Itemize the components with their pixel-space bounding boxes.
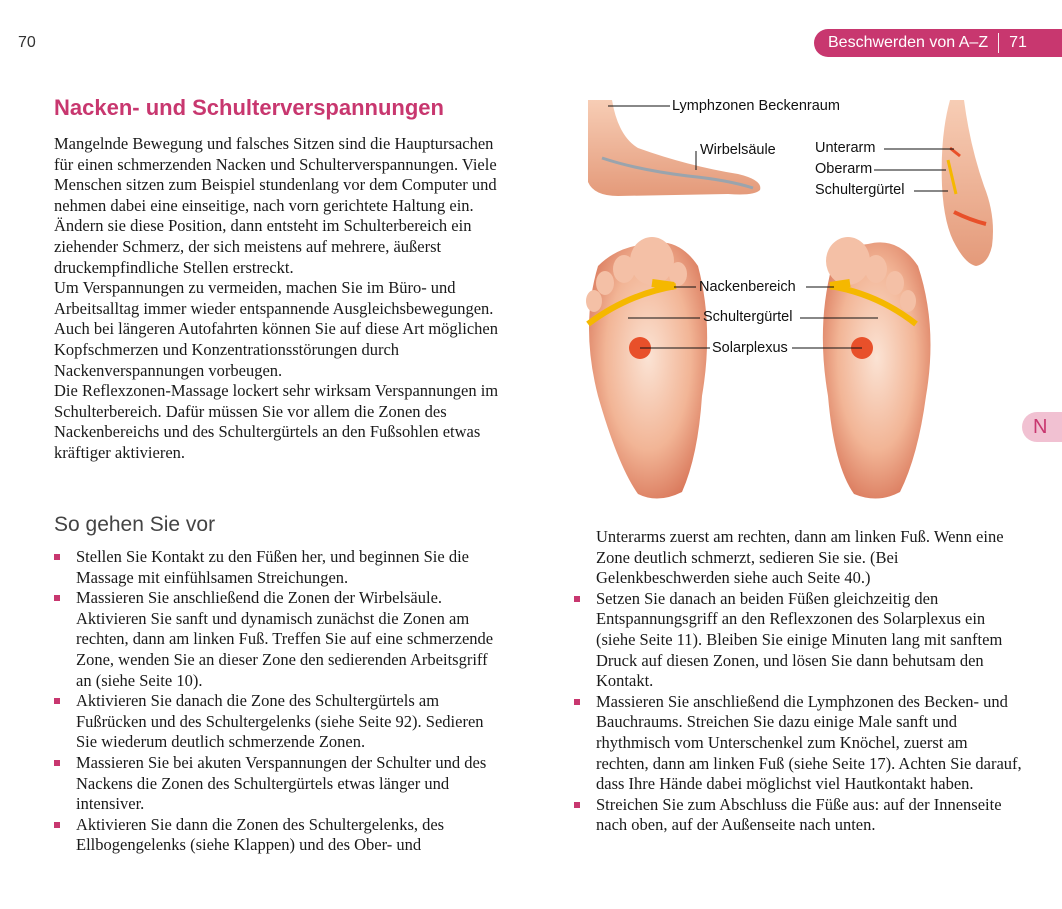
paragraph-3: Die Reflexzonen-Massage lockert sehr wirksam Verspannungen im Schulterbereich. Dafür müssen Sie vor allem die Zonen des Nackenbereichs und des Schultergürtels an den Fußsohlen etwas kräftiger aktivieren. [54, 381, 499, 462]
paragraph-2: Um Verspannungen zu vermeiden, machen Sie im Büro- und Arbeitsalltag immer wieder entspannende Ausgleichsbewegungen. Auch bei längeren Autofahrten können Sie auf diese Art möglichen Kopfschmerzen und Konzentrationsstörungen durch Nackenverspannungen vorbeugen. [54, 278, 498, 380]
bullet-icon [54, 554, 60, 560]
label-spine: Wirbelsäule [700, 142, 776, 158]
right-neck-zone [830, 283, 850, 286]
list-item [54, 588, 499, 691]
list-item [54, 815, 499, 856]
right-big-toe [826, 237, 870, 285]
step-text: Setzen Sie danach an beiden Füßen gleichzeitig den Entspannungsgriff an den Reflexzonen des Solarplexus ein (siehe Seite 11). Bleiben Sie einige Minuten lang mit sanftem Druck auf diesen Zonen, und lösen Sie dann behutsam den Kontakt. [596, 588, 1003, 691]
foot-reflex-figure [578, 96, 1008, 506]
bullet-icon [54, 822, 60, 828]
label-lymph: Lymphzonen Beckenraum [672, 98, 840, 114]
left-big-toe [630, 237, 674, 285]
right-toe [886, 271, 904, 295]
label-neck: Nackenbereich [699, 279, 796, 295]
left-toe [613, 255, 635, 283]
step-text: Massieren Sie bei akuten Verspannungen der Schulter und des Nackens die Zonen des Schultergürtels etwas länger und intensiver. [76, 752, 487, 814]
page-number-right: 71 [1009, 34, 1027, 51]
bullet-icon [54, 698, 60, 704]
steps-list-left [54, 547, 499, 856]
bullet-icon [574, 596, 580, 602]
bullet-icon [54, 760, 60, 766]
step-text: Unterarms zuerst am rechten, dann am linken Fuß. Wenn eine Zone deutlich schmerzt, sedieren Sie sie. (Bei Gelenkbeschwerden siehe auch Seite 40.) [596, 527, 1004, 588]
left-neck-zone [652, 283, 674, 286]
step-text: Aktivieren Sie dann die Zonen des Schultergelenks, des Ellbogengelenks (siehe Klappen) und des Ober- und [76, 814, 445, 855]
steps-list-right [574, 527, 1024, 836]
header-divider [998, 33, 999, 53]
bullet-icon [54, 595, 60, 601]
left-sole-view [586, 237, 707, 499]
list-item [574, 589, 1024, 692]
right-toe [900, 290, 916, 312]
step-text: Massieren Sie anschließend die Lymphzonen des Becken- und Bauchraums. Streichen Sie dazu einige Male sanft und rhythmisch vom Unterschenkel zum Knöchel, zuerst am rechten, dann am linken Fuß (siehe Seite 17). Achten Sie darauf, dass Ihre Hände dabei möglichst viel Hautkontakt haben. [596, 691, 1022, 794]
list-item [54, 753, 499, 815]
bullet-icon [574, 802, 580, 808]
bullet-icon [574, 699, 580, 705]
top-foot-shape [942, 100, 993, 266]
left-toe [596, 271, 614, 295]
step-text: Massieren Sie anschließend die Zonen der Wirbelsäule. Aktivieren Sie sanft und dynamisch zunächst die Zonen am rechten, dann am linken Fuß. Treffen Sie auf eine schmerzende Zone, wenden Sie an dieser Zone den sedierenden Arbeitsgriff an (siehe Seite 10). [76, 588, 494, 690]
left-toe [586, 290, 602, 312]
step-text: Aktivieren Sie danach die Zone des Schultergürtels am Fußrücken und des Schultergelenks (siehe Seite 92). Sedieren Sie wiederum deutlich schmerzende Zonen. [76, 691, 484, 752]
instructions-title: So gehen Sie vor [54, 513, 216, 536]
step-text: Streichen Sie zum Abschluss die Füße aus: auf der Innenseite nach oben, auf der Außenseite nach unten. [596, 794, 1002, 835]
label-shoulder: Schultergürtel [703, 309, 793, 325]
list-item [54, 547, 499, 588]
intro-text [54, 134, 499, 464]
section-title: Beschwerden von A–Z [828, 34, 989, 51]
paragraph-1: Mangelnde Bewegung und falsches Sitzen sind die Hauptursachen für einen schmerzenden Nacken und Schulterverspannungen. Viele Menschen sitzen zum Beispiel stundenlang vor dem Computer und nehmen dabei eine einseitige, nach vorn gerichtete Haltung ein. Ändern sie diese Position, dann entsteht im Schulterbereich ein ziehender Schmerz, der sich meistens auf mehrere, äußerst druckempfindliche Stellen erstreckt. [54, 134, 497, 277]
page-number-left: 70 [18, 34, 36, 51]
step-text: Stellen Sie Kontakt zu den Füßen her, und beginnen Sie die Massage mit einfühlsamen Streichungen. [76, 547, 469, 587]
foot-illustration [578, 96, 1008, 506]
label-upperarm: Oberarm [815, 161, 873, 177]
right-sole-view [823, 237, 931, 499]
list-item-continuation [574, 527, 1024, 589]
section-header-tab [814, 29, 1062, 57]
index-letter-tab[interactable]: N [1022, 412, 1062, 442]
label-solar-plexus: Solarplexus [712, 340, 788, 356]
article-title: Nacken- und Schulterverspannungen [54, 95, 444, 120]
right-toe [865, 255, 887, 283]
list-item [54, 691, 499, 753]
list-item [574, 795, 1024, 836]
label-forearm: Unterarm [815, 140, 876, 156]
list-item [574, 692, 1024, 795]
label-shoulder-top: Schultergürtel [815, 182, 905, 198]
